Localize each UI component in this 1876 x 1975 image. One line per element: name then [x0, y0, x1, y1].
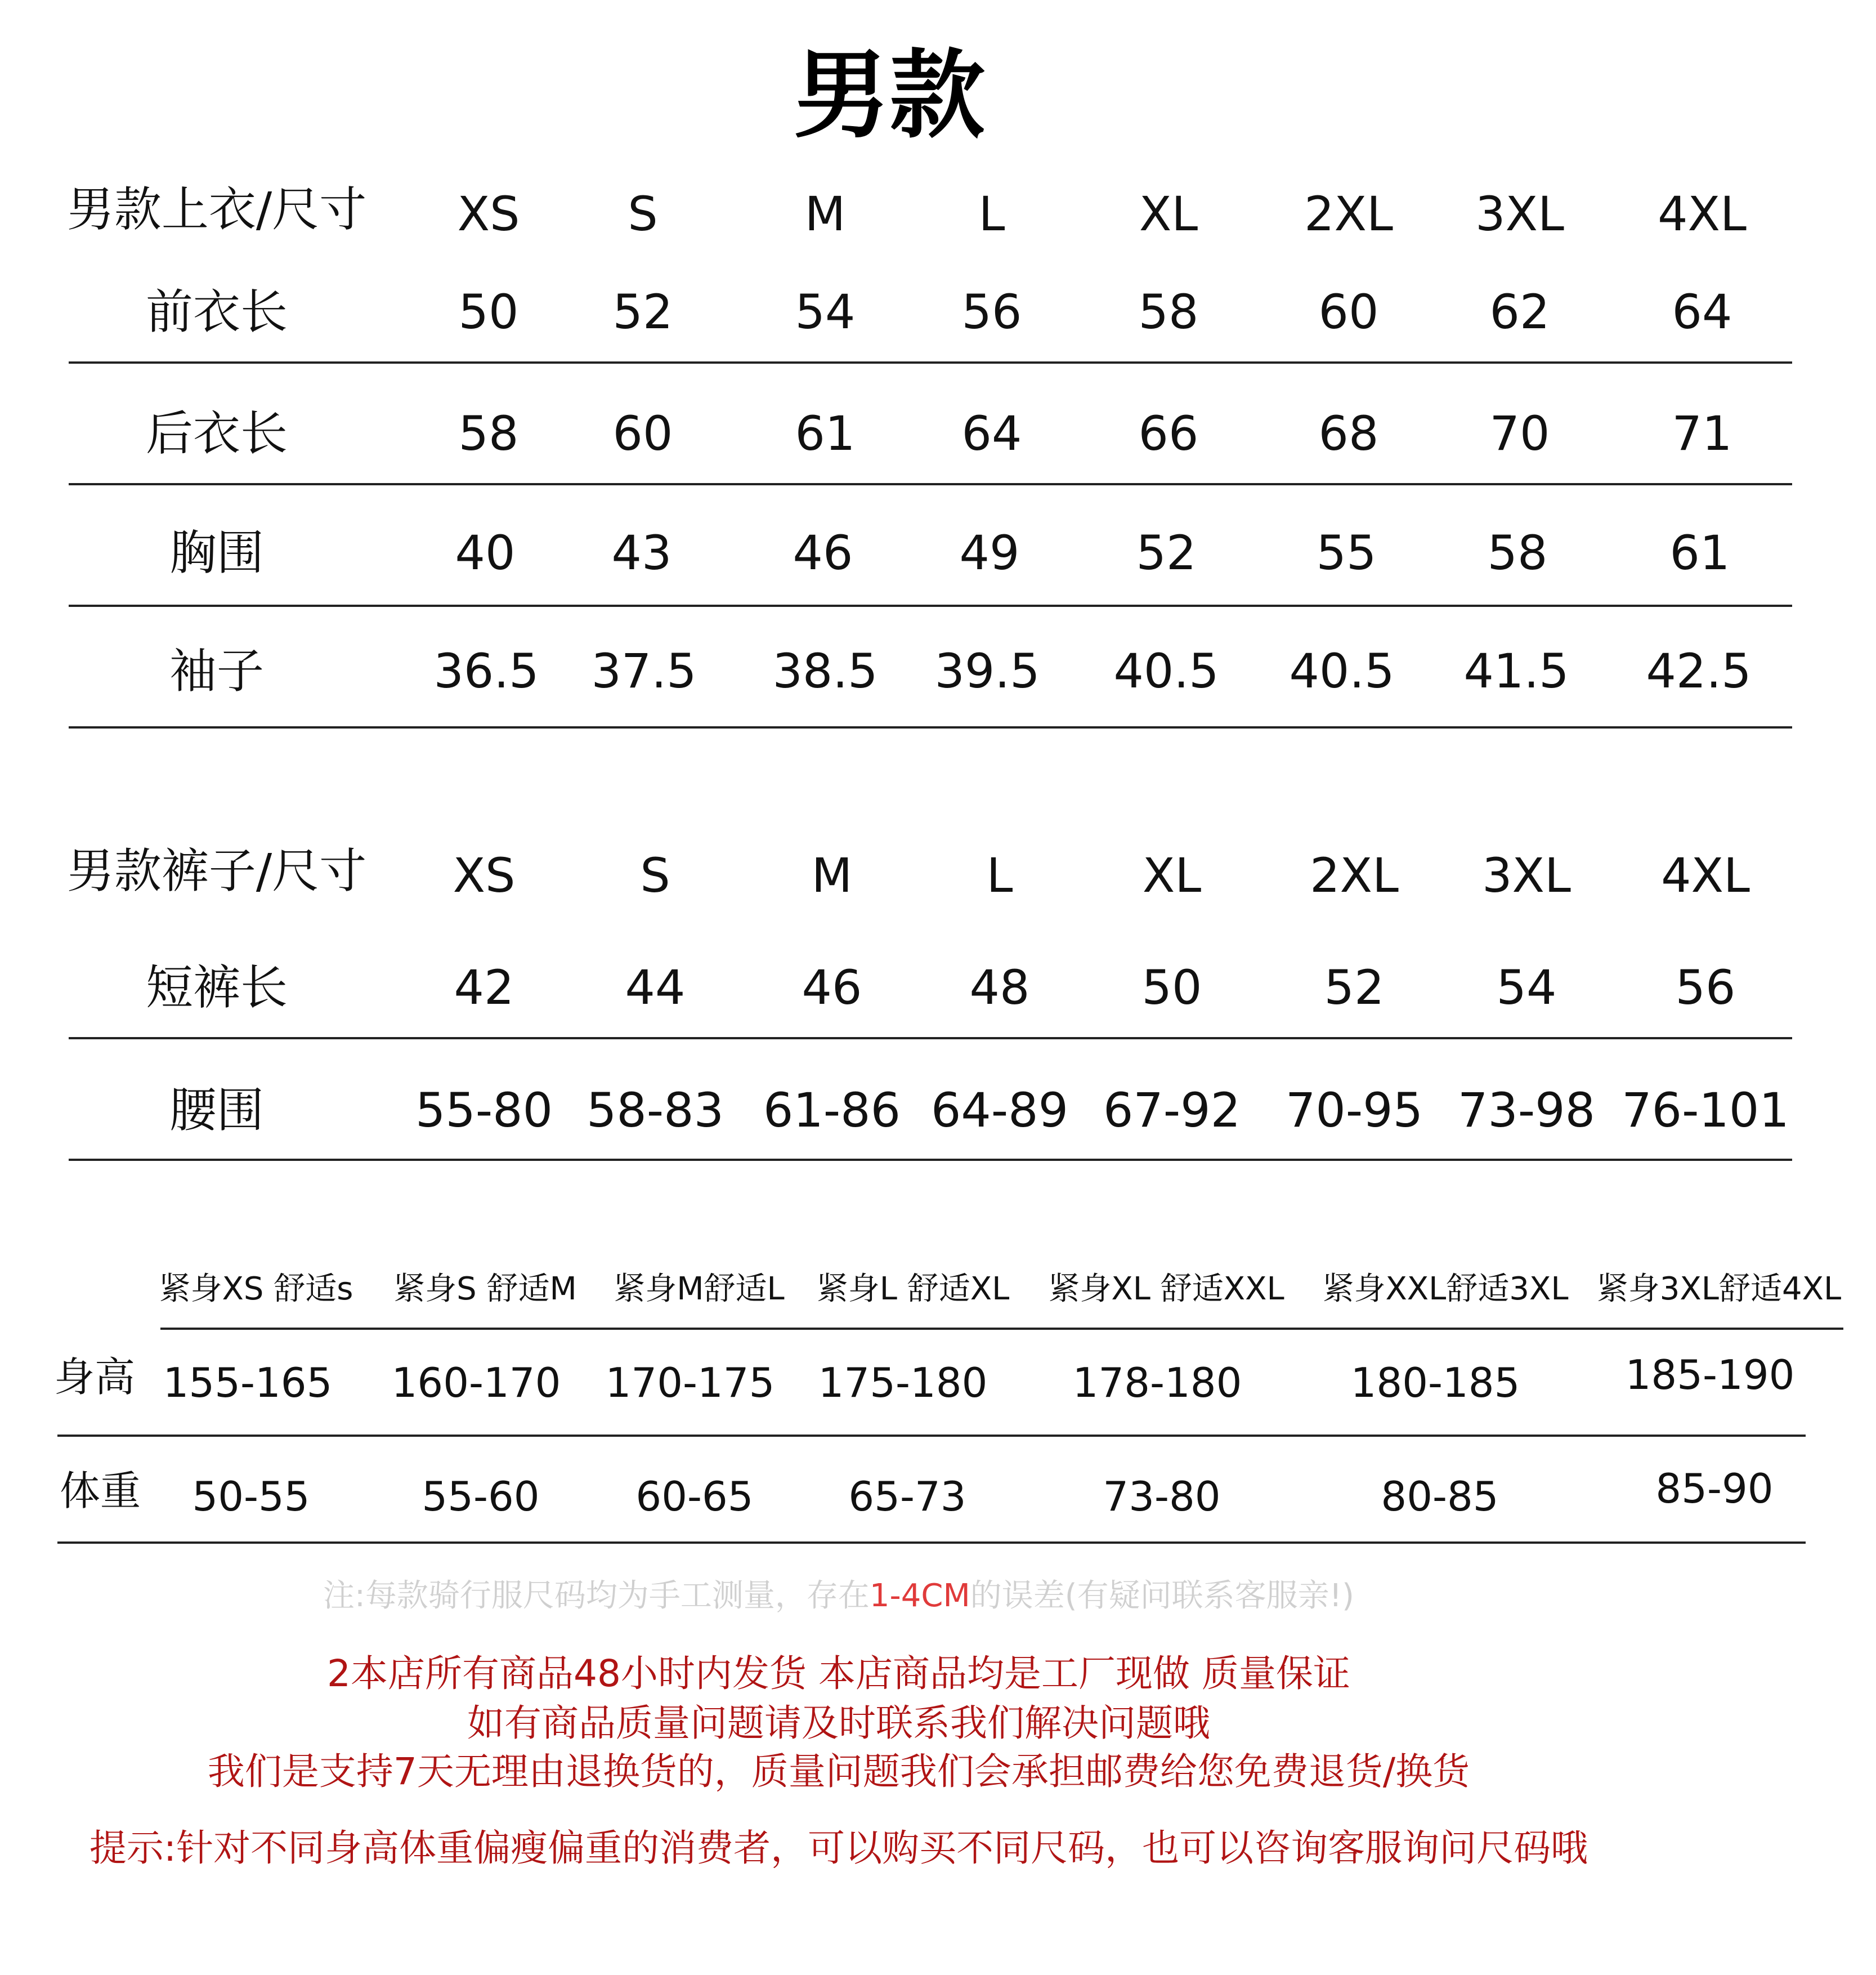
- page-title: 男款: [793, 40, 985, 151]
- quality-note: 如有商品质量问题请及时联系我们解决问题哦: [467, 1701, 1210, 1745]
- top-row-label-back-length: 后衣长: [145, 406, 288, 461]
- table-cell: 44: [625, 960, 686, 1015]
- table-cell: 76-101: [1622, 1083, 1789, 1138]
- table-cell: 55-80: [415, 1083, 553, 1138]
- pants-row-label-length: 短裤长: [145, 960, 288, 1015]
- table-cell: 43: [611, 525, 672, 580]
- table-cell: 60: [612, 406, 673, 461]
- table-cell: 70-95: [1285, 1083, 1423, 1138]
- top-size-3xl: 3XL: [1475, 186, 1564, 242]
- table-cell: 49: [959, 525, 1020, 580]
- table-cell: 50-55: [192, 1473, 310, 1520]
- table-cell: 66: [1138, 406, 1199, 461]
- row-divider: [69, 726, 1792, 729]
- pants-size-l: L: [986, 848, 1013, 903]
- table-cell: 73-80: [1103, 1473, 1221, 1520]
- size-tip-note: 提示:针对不同身高体重偏瘦偏重的消费者，可以购买不同尺码，也可以咨询客服询问尺码哦: [89, 1826, 1588, 1870]
- row-divider: [69, 1159, 1792, 1161]
- table-cell: 64: [1672, 284, 1732, 339]
- fit-header: 紧身XL 舒适XXL: [1048, 1271, 1284, 1307]
- table-cell: 73-98: [1457, 1083, 1596, 1138]
- top-table-header-label: 男款上衣/尺寸: [66, 182, 367, 237]
- table-cell: 58-83: [586, 1083, 724, 1138]
- table-cell: 40.5: [1289, 644, 1395, 699]
- fit-header: 紧身XXL舒适3XL: [1322, 1271, 1569, 1307]
- table-cell: 71: [1672, 406, 1732, 461]
- table-cell: 50: [458, 284, 519, 339]
- row-divider: [69, 605, 1792, 607]
- row-divider: [69, 483, 1792, 485]
- table-cell: 56: [1675, 960, 1736, 1015]
- table-cell: 64-89: [930, 1083, 1069, 1138]
- table-cell: 52: [612, 284, 673, 339]
- table-cell: 178-180: [1072, 1359, 1242, 1406]
- fit-row-label-height: 身高: [53, 1353, 136, 1401]
- top-size-2xl: 2XL: [1304, 186, 1393, 242]
- row-divider: [160, 1328, 1843, 1330]
- pants-size-xs: XS: [453, 848, 516, 903]
- table-cell: 60: [1318, 284, 1379, 339]
- row-divider: [69, 1037, 1792, 1039]
- row-divider: [57, 1541, 1806, 1544]
- table-cell: 42: [454, 960, 514, 1015]
- table-cell: 67-92: [1103, 1083, 1241, 1138]
- fit-header: 紧身M舒适L: [614, 1271, 785, 1307]
- fit-header: 紧身XS 舒适s: [159, 1271, 353, 1307]
- table-cell: 36.5: [433, 644, 539, 699]
- table-cell: 37.5: [591, 644, 697, 699]
- table-cell: 155-165: [163, 1359, 333, 1406]
- shipping-note: 2本店所有商品48小时内发货 本店商品均是工厂现做 质量保证: [327, 1652, 1350, 1695]
- table-cell: 61-86: [763, 1083, 901, 1138]
- table-cell: 58: [1138, 284, 1199, 339]
- top-row-label-front-length: 前衣长: [145, 284, 288, 339]
- top-row-label-chest: 胸围: [169, 525, 265, 580]
- table-cell: 85-90: [1655, 1465, 1774, 1512]
- pants-table-header-label: 男款裤子/尺寸: [66, 843, 367, 899]
- table-cell: 40: [455, 525, 516, 580]
- fit-header: 紧身3XL舒适4XL: [1596, 1271, 1842, 1307]
- row-divider: [57, 1435, 1806, 1437]
- top-size-xl: XL: [1139, 186, 1198, 242]
- table-cell: 58: [458, 406, 519, 461]
- table-cell: 170-175: [605, 1359, 775, 1406]
- table-cell: 41.5: [1463, 644, 1569, 699]
- pants-size-xl: XL: [1142, 848, 1202, 903]
- pants-size-s: S: [640, 848, 670, 903]
- table-cell: 56: [961, 284, 1022, 339]
- pants-size-4xl: 4XL: [1661, 848, 1750, 903]
- table-cell: 185-190: [1625, 1351, 1795, 1398]
- table-cell: 70: [1489, 406, 1550, 461]
- measurement-note-highlight: 1-4CM: [869, 1578, 970, 1614]
- table-cell: 65-73: [848, 1473, 966, 1520]
- table-cell: 58: [1487, 525, 1548, 580]
- returns-note: 我们是支持7天无理由退换货的，质量问题我们会承担邮费给您免费退货/换货: [207, 1750, 1470, 1793]
- table-cell: 46: [802, 960, 862, 1015]
- table-cell: 55-60: [422, 1473, 540, 1520]
- table-cell: 175-180: [818, 1359, 988, 1406]
- row-divider: [69, 361, 1792, 364]
- table-cell: 160-170: [391, 1359, 561, 1406]
- table-cell: 68: [1318, 406, 1379, 461]
- pants-row-label-waist: 腰围: [169, 1083, 265, 1138]
- top-size-4xl: 4XL: [1658, 186, 1747, 242]
- table-cell: 39.5: [934, 644, 1040, 699]
- top-row-label-sleeve: 袖子: [169, 644, 265, 699]
- measurement-note-suffix: 的误差(有疑问联系客服亲!): [970, 1578, 1354, 1614]
- fit-header: 紧身L 舒适XL: [816, 1271, 1010, 1307]
- table-cell: 42.5: [1646, 644, 1752, 699]
- pants-size-m: M: [811, 848, 853, 903]
- top-size-l: L: [978, 186, 1005, 242]
- table-cell: 52: [1324, 960, 1385, 1015]
- top-size-xs: XS: [457, 186, 520, 242]
- table-cell: 64: [961, 406, 1022, 461]
- table-cell: 55: [1316, 525, 1377, 580]
- measurement-note-prefix: 注:每款骑行服尺码均为手工测量，存在: [323, 1578, 870, 1614]
- pants-size-2xl: 2XL: [1310, 848, 1399, 903]
- table-cell: 60-65: [635, 1473, 754, 1520]
- table-cell: 80-85: [1381, 1473, 1499, 1520]
- table-cell: 62: [1489, 284, 1550, 339]
- top-size-s: S: [628, 186, 658, 242]
- table-cell: 40.5: [1113, 644, 1219, 699]
- table-cell: 48: [969, 960, 1030, 1015]
- fit-header: 紧身S 舒适M: [393, 1271, 577, 1307]
- table-cell: 54: [1496, 960, 1557, 1015]
- table-cell: 46: [793, 525, 853, 580]
- table-cell: 38.5: [772, 644, 878, 699]
- table-cell: 54: [795, 284, 856, 339]
- top-size-m: M: [804, 186, 846, 242]
- pants-size-3xl: 3XL: [1482, 848, 1571, 903]
- measurement-note: [0, 1571, 1677, 1616]
- fit-row-label-weight: 体重: [59, 1467, 141, 1514]
- table-cell: 52: [1136, 525, 1197, 580]
- table-cell: 50: [1141, 960, 1202, 1015]
- table-cell: 61: [1669, 525, 1730, 580]
- table-cell: 180-185: [1350, 1359, 1520, 1406]
- table-cell: 61: [795, 406, 856, 461]
